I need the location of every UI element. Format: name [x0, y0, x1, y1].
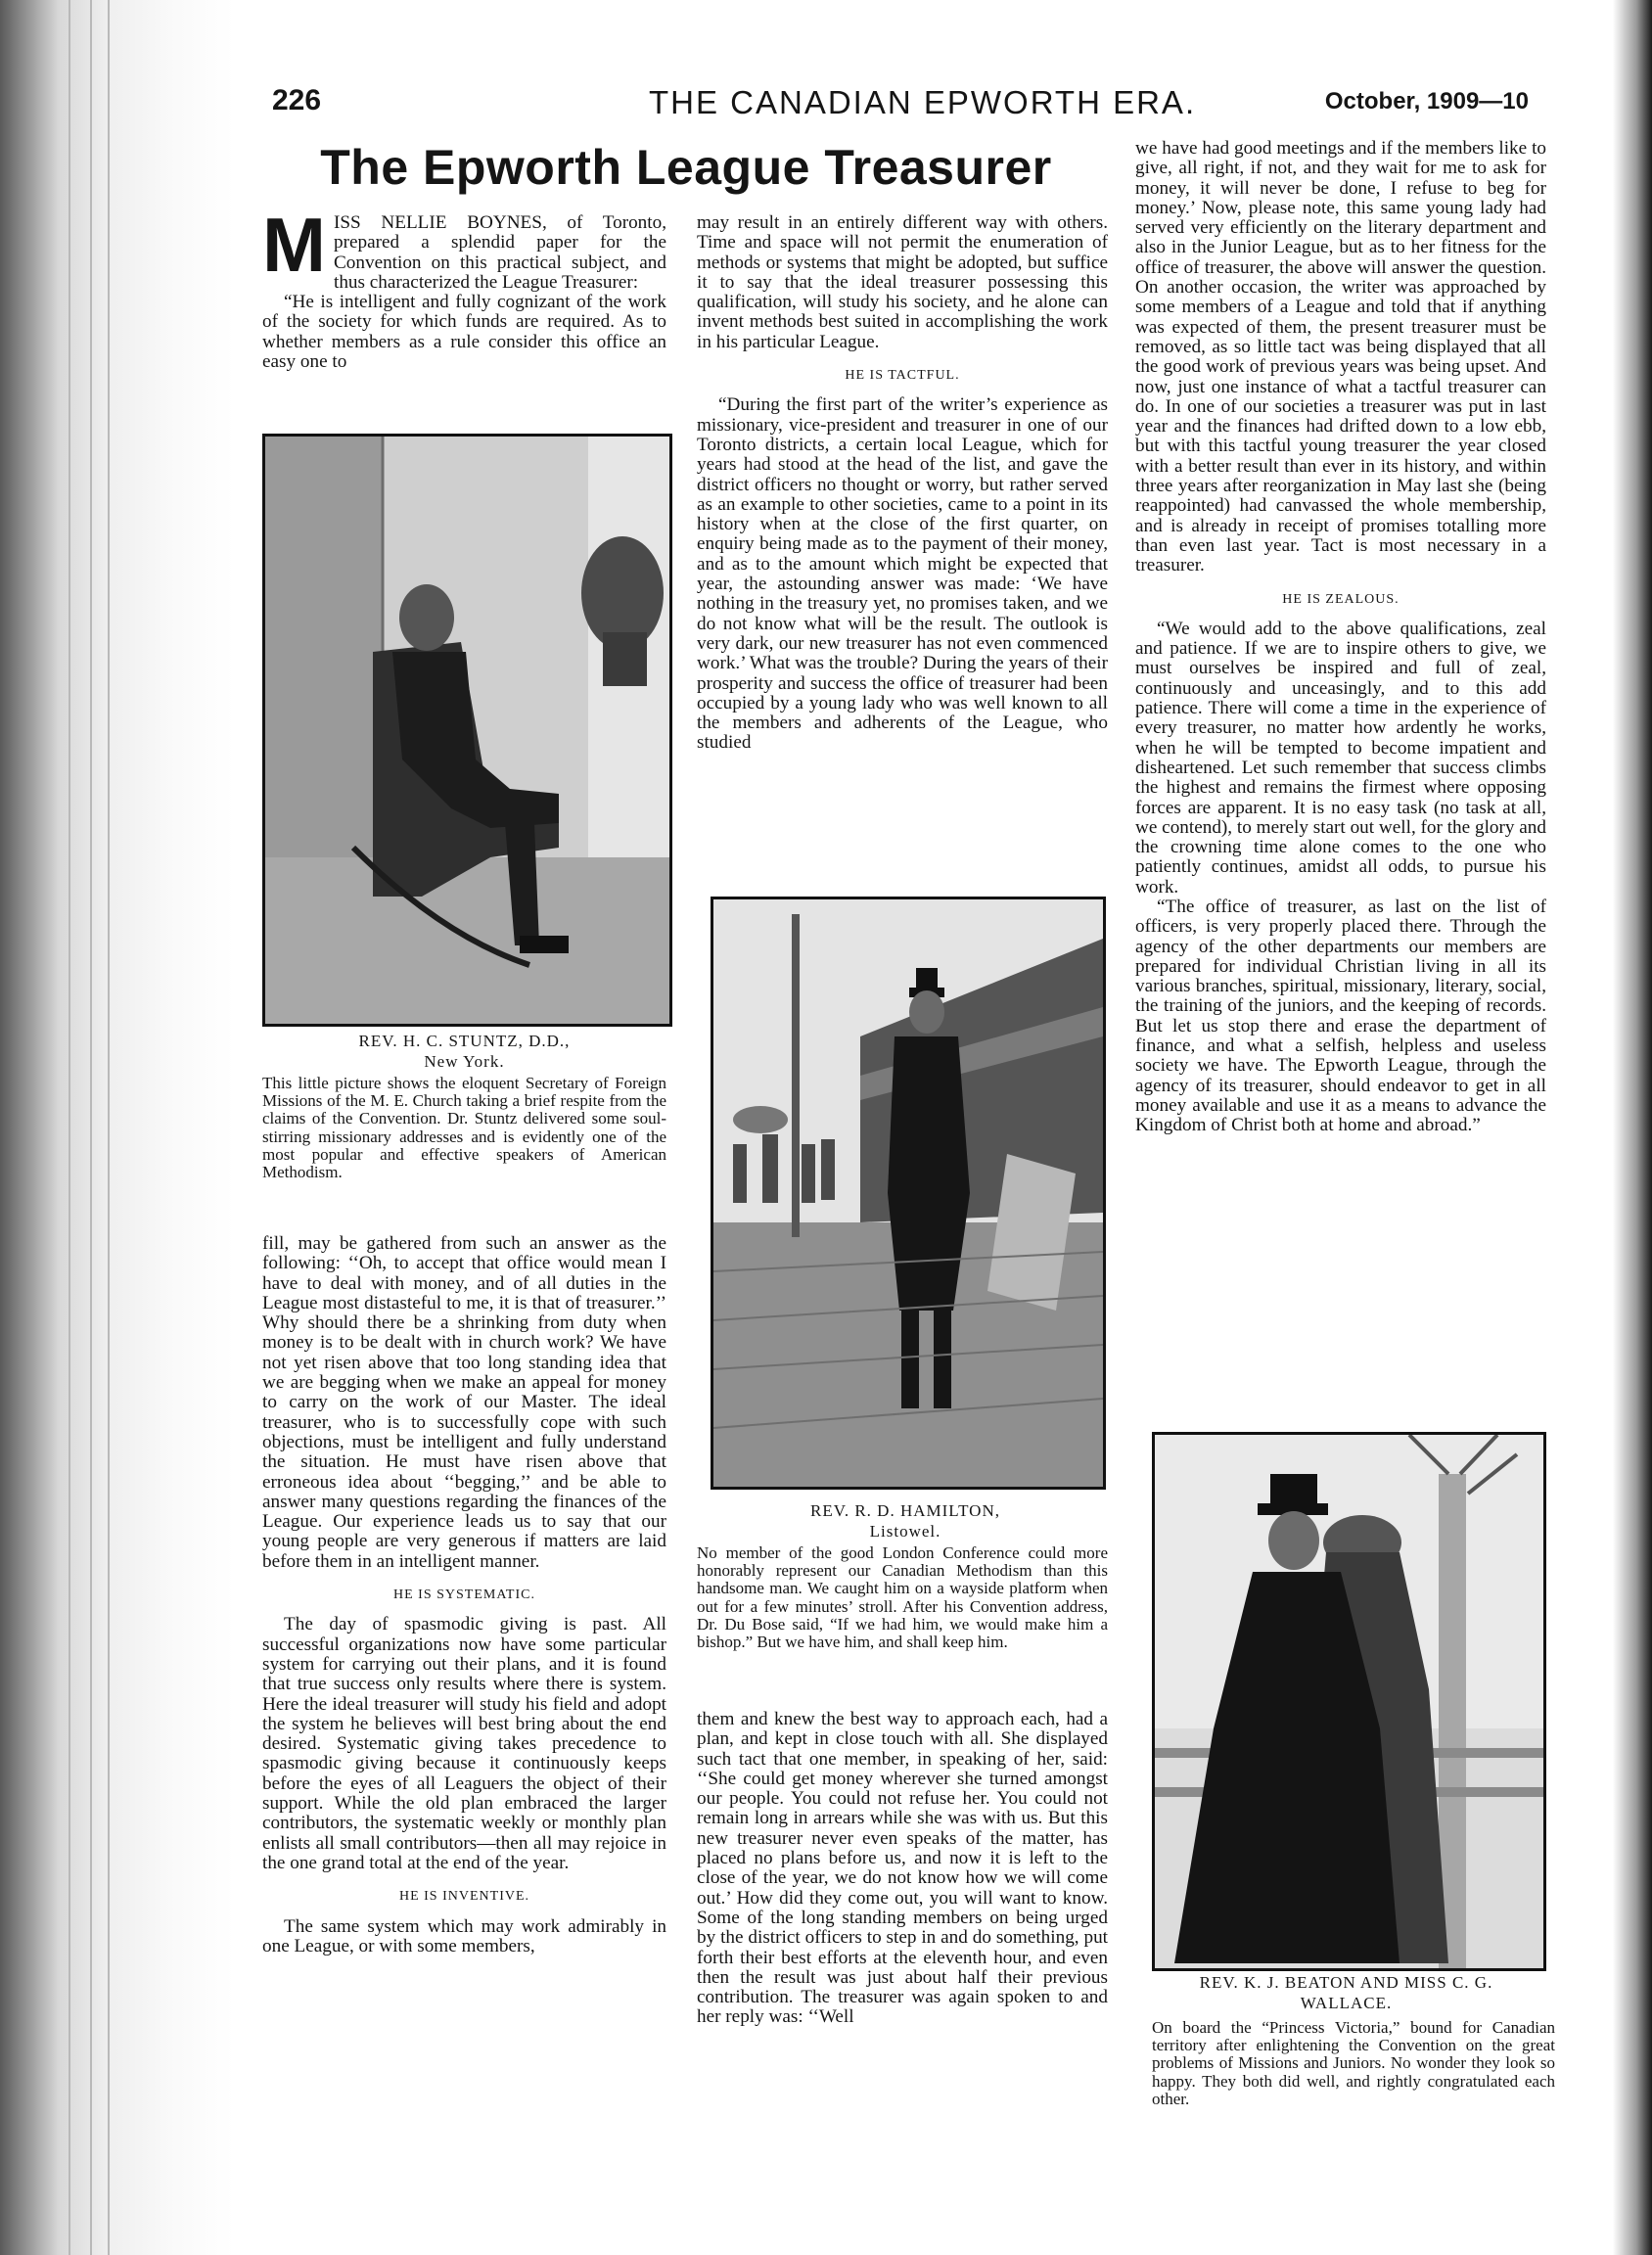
column-2-top — [697, 213, 1108, 754]
caption-hamilton-text: No member of the good London Conference could more honorably represent our Canadian Methodism than this handsome man. We caught him on a wayside platform when out for a few minutes’ stroll. After his Convention address, Dr. Du Bose said, “If we had him, we would make him a bishop.” But we have him, and shall keep him. — [697, 1543, 1108, 1652]
running-header — [272, 84, 1529, 123]
page-right-edge — [1613, 0, 1652, 2255]
caption-hamilton-name: REV. R. D. HAMILTON, — [810, 1501, 1000, 1520]
paragraph: fill, may be gathered from such an answer as the following: ‘‘Oh, to accept that office would mean I have to deal with money, and of all duties in the League most distasteful to me, it is that of treasurer.’’ Why should there be a shrinking from duty when money is to be dealt with in church work? We have not yet risen above that too long standing idea that we are begging when we make an appeal for money to carry on the work of our Master. The ideal treasurer, who is to successfully cope with such objections, must be intelligent and fully understand the situation. He must have risen above that erroneous idea about ‘‘begging,’’ and be able to answer many questions regarding the finances of the League. Our experience leads us to say that our young people are very generous if matters are laid before them in an intelligent manner. — [262, 1233, 666, 1572]
page-number: 226 — [272, 84, 322, 116]
caption-beaton-text: On board the “Princess Victoria,” bound for Canadian territory after enlightening the Convention on the great problems of Missions and Juniors. No wonder they look so happy. They both did well, and rightly congratulated each other. — [1152, 2018, 1555, 2108]
caption-hamilton-heading — [711, 1500, 1100, 1542]
paragraph: “He is intelligent and fully cognizant of the work of the society for which funds are required. As to whether members as a rule consider this office an easy one to — [262, 292, 666, 373]
paragraph: may result in an entirely different way with others. Time and space will not permit the enumeration of methods or systems that might be adopted, but suffice it to say that the ideal treasurer possessing this qualification, will study his society, and he alone can invent methods best suited in accomplishing the work in his particular League. — [697, 212, 1108, 352]
publication-title: THE CANADIAN EPWORTH ERA. — [649, 84, 1197, 120]
paragraph: them and knew the best way to approach each, had a plan, and kept in close touch with all. She displayed such tact that one member, in speaking of her, said: ‘‘She could get money wherever she turned amongst our people. You could not refuse her. You could not remain long in arrears while she was with us. But this new treasurer never even speaks of the matter, has placed no plans before us, and now it is left to the close of the year, we do not know how we will come out.’ How did they come out, you will want to know. Some of the long standing members on being urged by the district officers to step in and do something, put forth their best efforts at the eleventh hour, and even then the result was just about half their previous contribution. The treasurer was again spoken to and her reply was: ‘‘Well — [697, 1709, 1108, 2028]
paragraph: “The office of treasurer, as last on the list of officers, is very properly placed there. Through the agency of the other departments our members are prepared for individual Christian living in all its various branches, spiritual, missionary, literary, social, the training of the juniors, and the keeping of records. But let us stop there and erase the department of finance, and what a selfish, helpless and useless society we have. The Epworth League, through the agency of its treasurer, should endeavor to get in all money available and use it as a means to advance the Kingdom of Christ both at home and abroad.” — [1135, 896, 1546, 1136]
paragraph: The same system which may work admirably in one League, or with some members, — [262, 1915, 666, 1956]
column-3 — [1135, 139, 1546, 1136]
caption-stuntz-name: REV. H. C. STUNTZ, D.D., — [358, 1032, 571, 1050]
paragraph: “We would add to the above qualifications, zeal and patience. If we are to inspire others to give, we must ourselves be inspired and full of zeal, continuously and unceasingly, and to this add patience. There will come a time in the experience of every treasurer, no matter how ardently he works, when he will be tempted to become impatient and disheartened. Let such remember that success climbs the highest and remains the firmest where opposing forces are apparent. It is no easy task (no task at all, we contend), to merely start out well, for the glory and the crowning time alone comes to the one who patiently continues, amidst all odds, to pursue his work. — [1135, 618, 1546, 897]
caption-stuntz-place: New York. — [424, 1052, 505, 1071]
section-heading-tactful: HE IS TACTFUL. — [845, 368, 960, 384]
photo-stuntz — [262, 434, 672, 1027]
article-title: The Epworth League Treasurer — [320, 140, 1052, 195]
paragraph: “During the first part of the writer’s experience as missionary, vice-president and treasurer in one of our Toronto districts, a certain local League, which for years had stood at the head of the list, and gave the district officers no thought or worry, but rather served as an example to other societies, came to a point in its history when at the close of the first quarter, on enquiry being made as to the payment of their money, and as to the amount which might be expected that year, the astounding answer was made: ‘We have nothing in the treasury yet, no promises taken, and we do not know what will be the result. The outlook is very dark, our new treasurer has not even commenced work.’ What was the trouble? During the years of their prosperity and success the office of treasurer had been occupied by a young lady who was well known to all the members and adherents of the League, who studied — [697, 394, 1108, 754]
column-1-bottom — [262, 1234, 666, 1956]
paragraph: The day of spasmodic giving is past. All successful organizations now have some particular system for carrying out their plans, and it is found that true success only results where there is system. Here the ideal treasurer will study his field and adopt the system he believes will best bring about the end desired. Systematic giving takes precedence to spasmodic giving because it continuously keeps before the eyes of all Leaguers the object of their support. While the old plan embraced the larger contributors, the systematic weekly or monthly plan enlists all small contributors—then all may rejoice in the one grand total at the end of the year. — [262, 1614, 666, 1873]
issue-date: October, 1909—10 — [1324, 88, 1529, 115]
intro-paragraph: MISS NELLIE BOYNES, of Toronto, prepared a splendid paper for the Convention on this practical subject, and thus characterized the League Treasurer: — [262, 202, 666, 293]
section-heading-systematic: HE IS SYSTEMATIC. — [393, 1588, 535, 1603]
photo-beaton-wallace — [1152, 1432, 1546, 1971]
caption-stuntz-text: This little picture shows the eloquent Secretary of Foreign Missions of the M. E. Church taking a brief respite from the claims of the Convention. Dr. Stuntz delivered some soul-stirring missionary addresses and is evidently one of the most popular and effective speakers of American Methodism. — [262, 1074, 666, 1182]
section-heading-zealous: HE IS ZEALOUS. — [1282, 591, 1400, 607]
paragraph: we have had good meetings and if the members like to give, all right, if not, and they wait for me to ask for money, it will never be done, I refuse to beg for money.’ Now, please note, this same young lady had served very efficiently on the literary department and also in the Junior League, but as to her fitness for the office of treasurer, the above will answer the question. On another occasion, the writer was approached by some members of a League and told that if anything was expected of them, the present treasurer must be removed, as so little tact was being displayed that all the good work of previous years was being upset. And now, just one instance of what a tactful treasurer can do. In one of our societies a treasurer was put in last year and the finances had drifted down to a low ebb, but with this tactful young treasurer the year closed with a better result than ever in its history, and within three years after reorganization in May last she (being reappointed) had canvassed the whole membership, and is already in receipt of promises totalling more than even last year. Tact is most necessary in a treasurer. — [1135, 138, 1546, 576]
column-1-top — [262, 202, 666, 373]
caption-stuntz-heading — [262, 1031, 666, 1072]
book-binding-edge — [0, 0, 235, 2255]
drop-cap: M — [262, 202, 326, 288]
photo-hamilton — [711, 897, 1106, 1490]
column-2-bottom — [697, 1710, 1108, 2028]
section-heading-inventive: HE IS INVENTIVE. — [398, 1889, 530, 1905]
caption-hamilton-place: Listowel. — [869, 1522, 941, 1541]
caption-beaton-heading: REV. K. J. BEATON AND MISS C. G. WALLACE. — [1199, 1973, 1493, 2012]
